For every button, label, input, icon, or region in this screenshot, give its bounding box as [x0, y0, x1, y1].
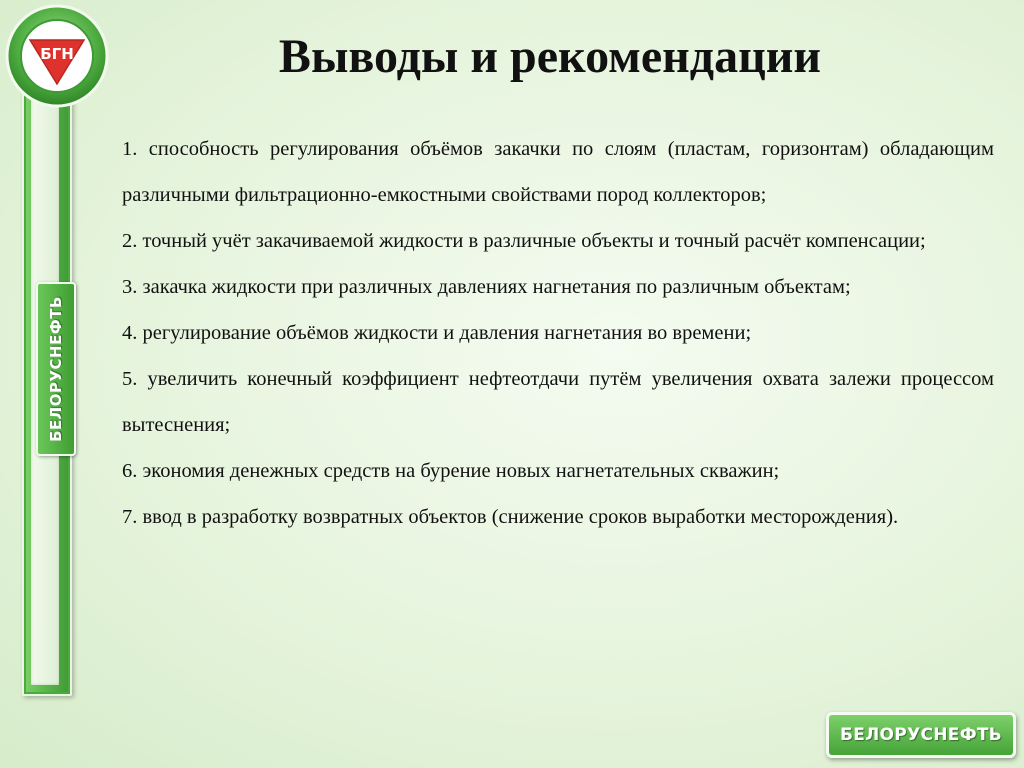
list-item: 4. регулирование объёмов жидкости и давления нагнетания во времени; — [122, 322, 752, 344]
company-emblem-logo — [0, 2, 110, 112]
list-item: 1. способность регулирования объёмов закачки по слоям (пластам, горизонтам) обладающим различными фильтрационно-емкостными свойствами пород коллекторов; — [122, 138, 994, 206]
emblem-icon — [0, 2, 110, 112]
emblem-letters: БГН — [40, 45, 74, 63]
list-item: 2. точный учёт закачиваемой жидкости в различные объекты и точный расчёт компенсации; — [122, 230, 926, 252]
vertical-brand-badge — [36, 282, 76, 456]
list-item: 6. экономия денежных средств на бурение новых нагнетательных скважин; — [122, 460, 780, 482]
corner-brand-badge — [826, 712, 1016, 758]
list-item: 3. закачка жидкости при различных давлениях нагнетания по различным объектам; — [122, 276, 851, 298]
corner-brand-text: БЕЛОРУСНЕФТЬ — [839, 725, 1003, 745]
slide-title: Выводы и рекомендации — [278, 30, 822, 83]
conclusions-list — [122, 126, 994, 540]
vertical-brand-text: БЕЛОРУСНЕФТЬ — [47, 296, 65, 442]
list-item: 7. ввод в разработку возвратных объектов (снижение сроков выработки месторождения). — [122, 506, 899, 528]
list-item: 5. увеличить конечный коэффициент нефтеотдачи путём увеличения охвата залежи процессом вытеснения; — [122, 368, 994, 436]
